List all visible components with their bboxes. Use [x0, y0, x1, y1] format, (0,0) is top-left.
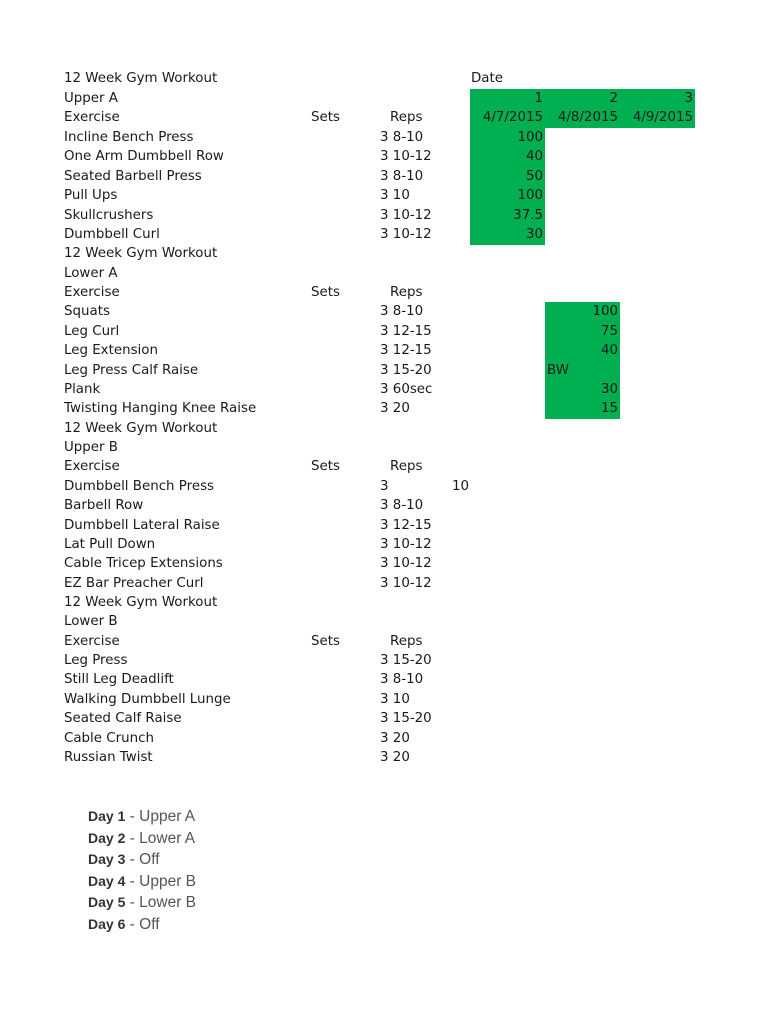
schedule-separator: -	[125, 915, 140, 933]
exercise-name[interactable]: Incline Bench Press	[64, 129, 194, 145]
weight-cell[interactable]: 75	[545, 322, 620, 342]
sets-value[interactable]: 3	[380, 168, 389, 184]
schedule-plan: Upper A	[139, 808, 196, 825]
weight-cell[interactable]: 15	[545, 399, 620, 419]
schedule-plan: Lower B	[139, 894, 197, 911]
reps-header[interactable]: Reps	[390, 633, 423, 649]
exercise-name[interactable]: Plank	[64, 382, 101, 397]
exercise-name[interactable]: Leg Extension	[64, 343, 158, 358]
sets-header[interactable]: Sets	[311, 110, 340, 125]
exercise-header[interactable]: Exercise	[64, 459, 120, 474]
sets-value[interactable]: 3	[380, 129, 389, 145]
day-number-cell[interactable]: 3	[620, 89, 695, 109]
date-cell[interactable]: 4/9/2015	[620, 108, 695, 128]
exercise-row	[0, 729, 768, 749]
schedule-separator: -	[125, 851, 140, 868]
sets-value[interactable]: 3	[380, 653, 389, 668]
workout-title[interactable]: 12 Week Gym Workout	[64, 246, 218, 261]
day-number-cell[interactable]: 2	[545, 89, 620, 109]
reps-value[interactable]: 15-20	[392, 653, 432, 668]
sets-value[interactable]: 3	[380, 323, 389, 339]
exercise-row	[0, 128, 768, 148]
sets-value[interactable]: 3	[380, 149, 389, 164]
schedule-line	[88, 849, 196, 871]
schedule-line	[88, 871, 196, 893]
exercise-row	[0, 147, 768, 167]
reps-header[interactable]: Reps	[390, 459, 423, 474]
schedule-line	[88, 892, 196, 914]
sheet-row	[0, 244, 768, 264]
sets-value[interactable]: 3	[380, 556, 389, 571]
exercise-row	[0, 380, 768, 400]
exercise-row	[0, 341, 768, 361]
reps-value[interactable]: 12-15	[392, 517, 432, 533]
exercise-name[interactable]: Leg Press	[64, 653, 128, 668]
schedule-day: Day 6	[88, 915, 126, 932]
sheet-row	[0, 612, 768, 632]
schedule-plan: Lower A	[139, 829, 196, 847]
header-row	[0, 457, 768, 477]
sheet-row	[0, 89, 768, 109]
exercise-name[interactable]: Dumbbell Lateral Raise	[64, 517, 220, 533]
reps-header[interactable]: Reps	[390, 110, 423, 125]
reps-value[interactable]: 8-10	[392, 129, 424, 145]
exercise-name[interactable]: EZ Bar Preacher Curl	[64, 575, 204, 591]
exercise-row	[0, 302, 768, 322]
sets-header[interactable]: Sets	[311, 633, 340, 649]
weight-cell[interactable]: 30	[470, 225, 545, 245]
sheet-row	[0, 419, 768, 439]
sets-value[interactable]: 3	[380, 517, 389, 533]
weight-cell[interactable]: 40	[545, 341, 620, 361]
schedule-separator: -	[125, 872, 140, 890]
reps-value[interactable]: 8-10	[392, 498, 424, 513]
exercise-row	[0, 477, 768, 497]
header-row	[0, 283, 768, 303]
exercise-name[interactable]: Cable Tricep Extensions	[64, 556, 223, 571]
schedule-day: Day 5	[88, 894, 126, 910]
sets-value[interactable]: 3	[380, 362, 389, 378]
sets-header[interactable]: Sets	[311, 459, 340, 474]
exercise-header[interactable]: Exercise	[64, 110, 120, 125]
reps-value[interactable]: 12-15	[392, 323, 432, 339]
exercise-row	[0, 670, 768, 690]
block-label[interactable]: Upper B	[64, 440, 118, 455]
exercise-name[interactable]: Pull Ups	[64, 188, 118, 203]
sets-value[interactable]: 3	[380, 711, 389, 726]
exercise-header[interactable]: Exercise	[64, 633, 120, 649]
reps-value[interactable]: 10-12	[392, 575, 432, 591]
sets-value[interactable]: 3	[380, 672, 389, 687]
sheet-row	[0, 438, 768, 458]
exercise-row	[0, 167, 768, 187]
exercise-name[interactable]: Leg Press Calf Raise	[64, 362, 199, 378]
exercise-row	[0, 361, 768, 381]
weight-cell[interactable]: 100	[470, 128, 545, 148]
weight-cell[interactable]: 100	[545, 302, 620, 322]
exercise-row	[0, 496, 768, 516]
exercise-name[interactable]: Barbell Row	[64, 498, 144, 513]
sets-value[interactable]: 3	[380, 401, 389, 416]
date-header[interactable]: Date	[471, 71, 504, 86]
header-row	[0, 108, 768, 128]
sheet-row	[0, 69, 768, 89]
reps-value[interactable]: 20	[392, 730, 410, 746]
schedule-separator: -	[125, 808, 140, 825]
reps-value[interactable]: 8-10	[392, 304, 424, 319]
reps-value[interactable]: 20	[392, 750, 410, 765]
exercise-name[interactable]: Dumbbell Curl	[64, 227, 160, 242]
exercise-name[interactable]: Squats	[64, 304, 110, 319]
workout-title[interactable]: 12 Week Gym Workout	[64, 420, 218, 436]
schedule-plan: Upper B	[139, 872, 197, 890]
exercise-row	[0, 399, 768, 419]
weight-cell[interactable]: BW	[545, 361, 620, 381]
reps-value[interactable]: 8-10	[392, 168, 424, 184]
weight-cell[interactable]: 40	[470, 147, 545, 167]
schedule-day: Day 2	[88, 829, 126, 846]
sets-value[interactable]: 3	[380, 498, 389, 513]
reps-value[interactable]: 10	[392, 691, 410, 707]
schedule-line	[88, 828, 196, 850]
sets-header[interactable]: Sets	[311, 285, 340, 300]
exercise-name[interactable]: Still Leg Deadlift	[64, 672, 174, 687]
sets-value[interactable]: 3	[380, 227, 389, 242]
exercise-name[interactable]: Lat Pull Down	[64, 537, 156, 552]
reps-value[interactable]: 15-20	[392, 711, 432, 726]
sets-value[interactable]: 3	[380, 750, 389, 765]
block-label[interactable]: Lower A	[64, 265, 118, 281]
schedule-plan: Off	[139, 915, 160, 933]
reps-header[interactable]: Reps	[390, 285, 423, 300]
reps-value[interactable]: 10-12	[392, 227, 432, 242]
sets-value[interactable]: 3	[380, 207, 389, 223]
exercise-row	[0, 186, 768, 206]
exercise-header[interactable]: Exercise	[64, 285, 120, 300]
exercise-name[interactable]: Seated Calf Raise	[64, 711, 182, 726]
exercise-row	[0, 554, 768, 574]
exercise-row	[0, 748, 768, 768]
reps-value[interactable]: 15-20	[392, 362, 432, 378]
schedule-day: Day 3	[88, 851, 126, 867]
exercise-name[interactable]: Dumbbell Bench Press	[64, 478, 215, 494]
workout-title[interactable]: 12 Week Gym Workout	[64, 595, 218, 610]
exercise-name[interactable]: Twisting Hanging Knee Raise	[64, 401, 257, 416]
reps-value[interactable]: 10-12	[392, 537, 432, 552]
reps-value[interactable]: 20	[392, 401, 410, 416]
exercise-row	[0, 535, 768, 555]
exercise-row	[0, 225, 768, 245]
exercise-row	[0, 709, 768, 729]
sheet-row	[0, 593, 768, 613]
date-cell[interactable]: 4/7/2015	[470, 108, 545, 128]
reps-value[interactable]: 10	[452, 478, 470, 494]
exercise-row	[0, 574, 768, 594]
exercise-name[interactable]: Walking Dumbbell Lunge	[64, 691, 231, 707]
block-label[interactable]: Upper A	[64, 90, 118, 106]
sets-value[interactable]: 3	[380, 537, 389, 552]
reps-value[interactable]: 12-15	[392, 343, 432, 358]
schedule-separator: -	[125, 829, 140, 847]
date-cell[interactable]: 4/8/2015	[545, 108, 620, 128]
reps-value[interactable]: 60sec	[392, 382, 433, 397]
weight-cell[interactable]: 37.5	[470, 206, 545, 226]
sets-value[interactable]: 3	[380, 691, 389, 707]
schedule-plan: Off	[139, 851, 160, 868]
schedule-line	[88, 914, 196, 936]
schedule-day: Day 4	[88, 872, 126, 889]
sets-value[interactable]: 3	[380, 188, 389, 203]
sets-value[interactable]: 3	[380, 478, 389, 494]
weight-cell[interactable]: 50	[470, 167, 545, 187]
exercise-row	[0, 322, 768, 342]
schedule-day: Day 1	[88, 808, 126, 824]
header-row	[0, 632, 768, 652]
reps-value[interactable]: 8-10	[392, 672, 424, 687]
reps-value[interactable]: 10-12	[392, 207, 432, 223]
schedule-line	[88, 806, 196, 828]
reps-value[interactable]: 10-12	[392, 556, 432, 571]
exercise-name[interactable]: Cable Crunch	[64, 730, 154, 746]
schedule-separator: -	[125, 894, 140, 911]
exercise-row	[0, 206, 768, 226]
workout-title[interactable]: 12 Week Gym Workout	[64, 71, 218, 86]
exercise-name[interactable]: Seated Barbell Press	[64, 168, 202, 184]
sets-value[interactable]: 3	[380, 304, 389, 319]
block-label[interactable]: Lower B	[64, 614, 118, 629]
day-number-cell[interactable]: 1	[470, 89, 545, 109]
exercise-name[interactable]: One Arm Dumbbell Row	[64, 149, 224, 164]
exercise-name[interactable]: Leg Curl	[64, 323, 120, 339]
weight-cell[interactable]: 100	[470, 186, 545, 206]
sets-value[interactable]: 3	[380, 730, 389, 746]
reps-value[interactable]: 10-12	[392, 149, 432, 164]
weekly-schedule	[88, 806, 196, 935]
sheet-row	[0, 264, 768, 284]
weight-cell[interactable]: 30	[545, 380, 620, 400]
exercise-row	[0, 690, 768, 710]
sets-value[interactable]: 3	[380, 382, 389, 397]
sets-value[interactable]: 3	[380, 575, 389, 591]
exercise-row	[0, 651, 768, 671]
exercise-row	[0, 516, 768, 536]
sets-value[interactable]: 3	[380, 343, 389, 358]
reps-value[interactable]: 10	[392, 188, 410, 203]
exercise-name[interactable]: Russian Twist	[64, 750, 153, 765]
exercise-name[interactable]: Skullcrushers	[64, 207, 154, 223]
